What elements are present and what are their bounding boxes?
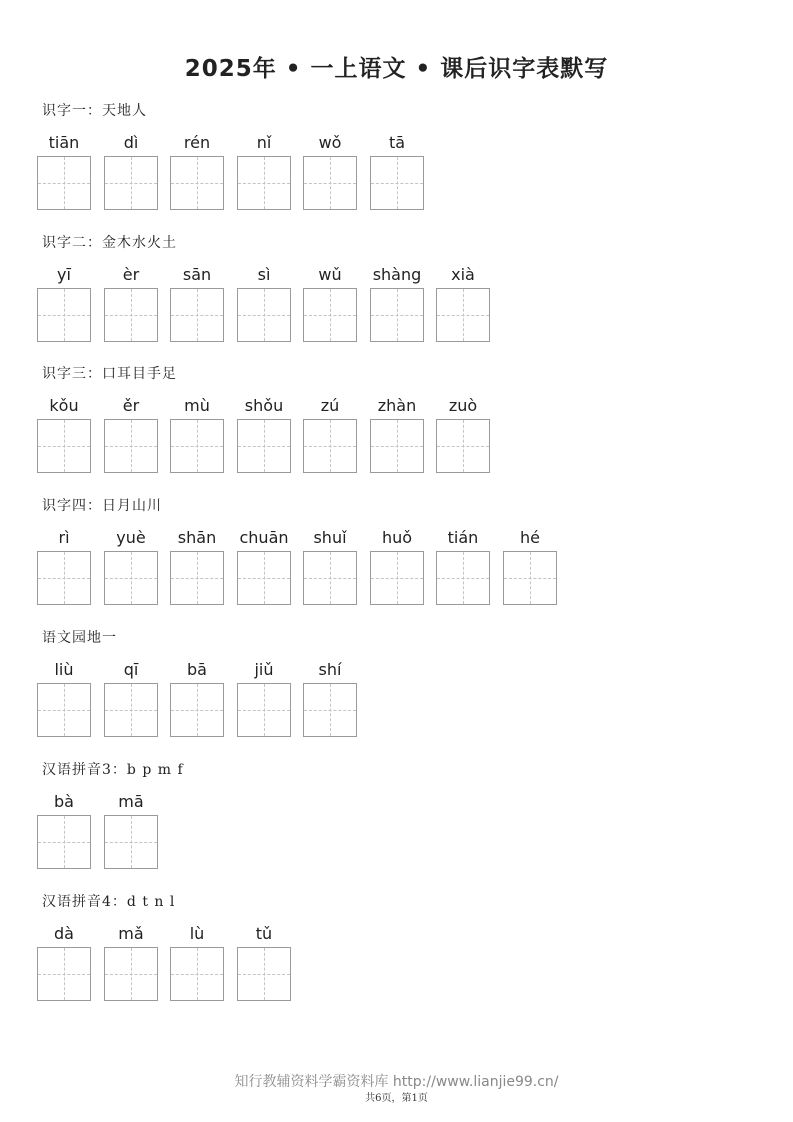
pinyin-label: tián (447, 528, 479, 547)
tianzige-box[interactable] (104, 288, 158, 342)
tianzige-box[interactable] (37, 551, 91, 605)
pinyin-label: sān (182, 265, 212, 284)
tianzige-box[interactable] (303, 683, 357, 737)
pinyin-label: tǔ (255, 924, 273, 943)
pinyin-label: dà (54, 924, 74, 943)
tianzige-box[interactable] (436, 288, 490, 342)
tianzige-box[interactable] (303, 156, 357, 210)
tianzige-box[interactable] (104, 551, 158, 605)
tianzige-box[interactable] (370, 288, 424, 342)
tianzige-box[interactable] (104, 947, 158, 1001)
tianzige-box[interactable] (37, 156, 91, 210)
tianzige-box[interactable] (370, 551, 424, 605)
pinyin-label: sì (257, 265, 271, 284)
pinyin-label: mā (118, 792, 144, 811)
tianzige-box[interactable] (104, 683, 158, 737)
pinyin-label: liù (54, 660, 74, 679)
pinyin-label: chuān (239, 528, 289, 547)
section-label: 语文园地一 (42, 630, 117, 646)
pinyin-label: shān (177, 528, 217, 547)
pinyin-label: ěr (122, 396, 140, 415)
pinyin-label: xià (451, 265, 475, 284)
tianzige-box[interactable] (436, 551, 490, 605)
pinyin-label: mù (184, 396, 210, 415)
tianzige-box[interactable] (237, 551, 291, 605)
tianzige-box[interactable] (104, 156, 158, 210)
tianzige-box[interactable] (37, 815, 91, 869)
pinyin-label: zuò (448, 396, 478, 415)
tianzige-box[interactable] (237, 419, 291, 473)
tianzige-box[interactable] (370, 156, 424, 210)
practice-section (37, 627, 757, 737)
section-label: 识字三：口耳目手足 (42, 366, 177, 382)
practice-section (37, 232, 757, 342)
section-label: 识字一：天地人 (42, 103, 147, 119)
tianzige-box[interactable] (104, 419, 158, 473)
pinyin-label: yuè (116, 528, 146, 547)
pinyin-label: shǒu (244, 396, 284, 415)
tianzige-box[interactable] (37, 288, 91, 342)
pinyin-label: nǐ (256, 133, 272, 152)
tianzige-box[interactable] (104, 815, 158, 869)
page-title: 2025年 • 一上语文 • 课后识字表默写 (184, 56, 609, 82)
tianzige-box[interactable] (170, 419, 224, 473)
section-label: 汉语拼音3：b p m f (42, 762, 184, 778)
pinyin-label: wǒ (318, 133, 342, 152)
tianzige-box[interactable] (237, 683, 291, 737)
pinyin-label: hé (520, 528, 540, 547)
tianzige-box[interactable] (37, 419, 91, 473)
pinyin-label: shuǐ (313, 528, 347, 547)
section-label: 识字四：日月山川 (42, 498, 162, 514)
pinyin-label: shàng (372, 265, 422, 284)
tianzige-box[interactable] (303, 288, 357, 342)
pinyin-label: tiān (48, 133, 80, 152)
tianzige-box[interactable] (237, 947, 291, 1001)
pinyin-label: mǎ (118, 924, 144, 943)
pinyin-label: shí (318, 660, 342, 679)
tianzige-box[interactable] (170, 288, 224, 342)
practice-section (37, 891, 757, 1001)
practice-section (37, 100, 757, 210)
tianzige-box[interactable] (170, 156, 224, 210)
pinyin-label: zú (320, 396, 340, 415)
pinyin-label: bà (54, 792, 74, 811)
tianzige-box[interactable] (170, 683, 224, 737)
footer-watermark: 知行教辅资料学霸资料库 http://www.lianjie99.cn/ (234, 1074, 559, 1090)
practice-section (37, 363, 757, 473)
tianzige-box[interactable] (370, 419, 424, 473)
pinyin-label: qī (123, 660, 139, 679)
pinyin-label: jiǔ (254, 660, 274, 679)
tianzige-box[interactable] (503, 551, 557, 605)
tianzige-box[interactable] (303, 419, 357, 473)
tianzige-box[interactable] (303, 551, 357, 605)
tianzige-box[interactable] (37, 947, 91, 1001)
page-number: 共6页，第1页 (365, 1093, 428, 1104)
tianzige-box[interactable] (237, 156, 291, 210)
pinyin-label: èr (122, 265, 140, 284)
pinyin-label: yī (57, 265, 71, 284)
pinyin-label: bā (187, 660, 207, 679)
pinyin-label: dì (123, 133, 139, 152)
section-label: 识字二：金木水火土 (42, 235, 177, 251)
practice-section (37, 759, 757, 869)
pinyin-label: rén (183, 133, 211, 152)
pinyin-label: zhàn (377, 396, 417, 415)
pinyin-label: wǔ (318, 265, 342, 284)
practice-section (37, 495, 757, 605)
section-label: 汉语拼音4：d t n l (42, 894, 176, 910)
tianzige-box[interactable] (436, 419, 490, 473)
pinyin-label: kǒu (49, 396, 79, 415)
pinyin-label: tā (388, 133, 406, 152)
pinyin-label: huǒ (381, 528, 413, 547)
tianzige-box[interactable] (37, 683, 91, 737)
tianzige-box[interactable] (170, 947, 224, 1001)
pinyin-label: rì (58, 528, 70, 547)
pinyin-label: lù (189, 924, 205, 943)
tianzige-box[interactable] (237, 288, 291, 342)
tianzige-box[interactable] (170, 551, 224, 605)
